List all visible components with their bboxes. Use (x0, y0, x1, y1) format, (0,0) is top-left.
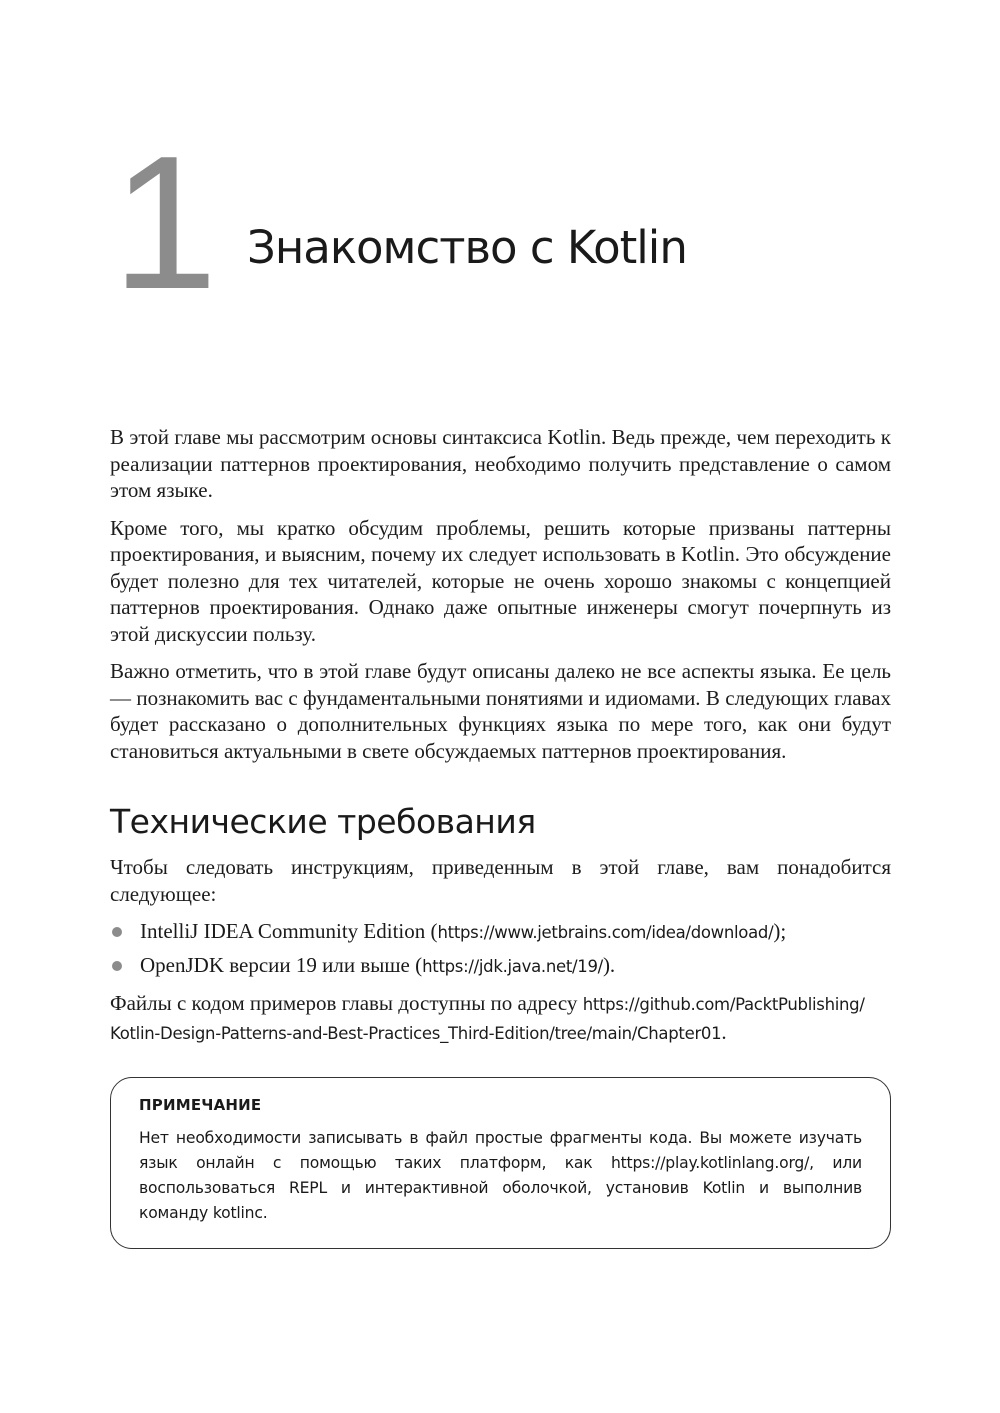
list-item (110, 918, 891, 946)
list-item-tail: ). (602, 953, 616, 977)
list-item-text: IntelliJ IDEA Community Edition ( (140, 919, 438, 943)
note-title: ПРИМЕЧАНИЕ (139, 1096, 262, 1114)
note-box (110, 1077, 891, 1249)
github-link-part-1[interactable]: https://github.com/PacktPublishing/ (582, 995, 865, 1014)
github-link-part-2[interactable]: Kotlin-Design-Patterns-and-Best-Practices_Third-Edition/tree/main/Chapter01 (110, 1023, 722, 1043)
chapter-number: 1 (112, 117, 212, 329)
download-link[interactable]: https://www.jetbrains.com/idea/download/ (437, 923, 774, 942)
chapter-title: Знакомство с Kotlin (247, 221, 687, 274)
list-item-text: OpenJDK версии 19 или выше ( (140, 953, 423, 977)
intro-paragraph-1: В этой главе мы рассмотрим основы синтаксиса Kotlin. Ведь прежде, чем переходить к реализации паттернов проектирования, необходимо получить представление о самом этом языке. (110, 425, 891, 502)
bullet-icon (112, 927, 122, 937)
page-content (110, 424, 891, 1249)
intro-paragraph-2: Кроме того, мы кратко обсудим проблемы, решить которые призваны паттерны проектирования, и выясним, почему их следует использовать в Kotlin. Это обсуждение будет полезно для тех читателей, которые не очень хорошо знакомы с концепцией паттернов проектирования. Однако даже опытные инженеры смогут почерпнуть из этой дискуссии пользу. (110, 515, 891, 646)
list-item (110, 952, 891, 980)
list-item-tail: ); (773, 919, 787, 943)
note-text: Нет необходимости записывать в файл простые фрагменты кода. Вы можете изучать язык онлайн с помощью таких платформ, как https://play.kotlinlang.org/, или воспользоваться REPL и интерактивной оболочкой, установив Kotlin и выполнив команду kotlinc. (139, 1129, 862, 1222)
code-files-paragraph (110, 990, 891, 1047)
requirements-list (110, 918, 891, 980)
intro-paragraph-3: Важно отметить, что в этой главе будут описаны далеко не все аспекты языка. Ее цель — познакомить вас с фундаментальными понятиями и идиомами. В следующих главах будет рассказано о дополнительных функциях языка по мере того, как они будут становиться актуальными в свете обсуждаемых паттернов проектирования. (110, 659, 891, 763)
requirements-lead: Чтобы следовать инструкциям, приведенным в этой главе, вам понадобится следующее: (110, 855, 891, 906)
code-files-tail: . (721, 1019, 727, 1044)
section-heading: Технические требования (110, 802, 536, 841)
code-files-text: Файлы с кодом примеров главы доступны по адресу (110, 991, 583, 1015)
download-link[interactable]: https://jdk.java.net/19/ (422, 957, 603, 976)
bullet-icon (112, 961, 122, 971)
